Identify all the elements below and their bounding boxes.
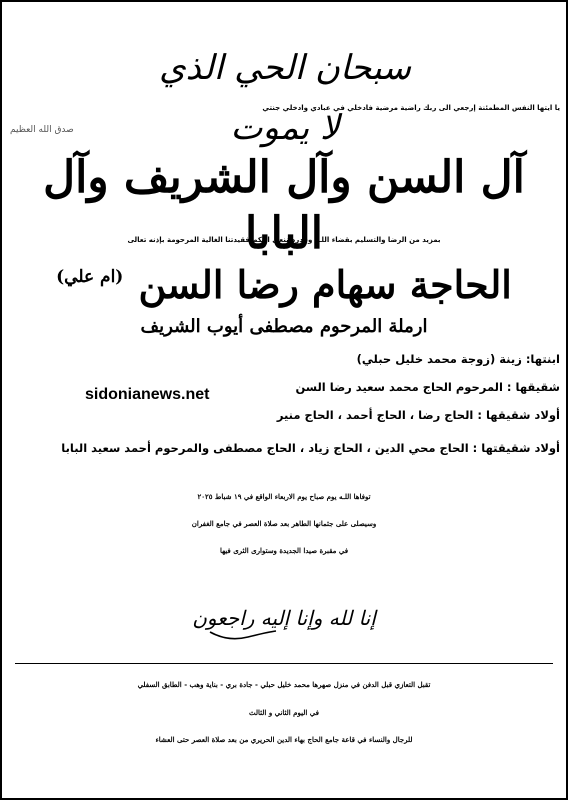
quran-phrase: إنا لله وإنا إليه راجعون xyxy=(192,606,376,630)
deceased-name-row xyxy=(0,262,568,307)
relative-value: الحاج رضا ، الحاج أحمد ، الحاج منير xyxy=(276,408,474,422)
relative-row xyxy=(61,441,560,455)
relative-row xyxy=(357,352,560,366)
verse-attribution: صدق الله العظيم xyxy=(10,125,74,135)
condolence-days: في اليوم الثاني و الثالث xyxy=(249,708,319,717)
relative-label: أولاد شقيقها : xyxy=(477,408,560,422)
relative-label: ابنتها: xyxy=(525,352,560,366)
condolence-hall: للرجال والنساء في قاعة جامع الحاج بهاء الدين الحريري من بعد صلاة العصر حتى العشاء xyxy=(155,735,413,744)
relative-label: شقيقها : xyxy=(506,380,560,394)
calligraphy-header: سبحان الحي الذي لا يموت xyxy=(159,48,411,148)
announcement-intro: بمزيد من الرضا والتسليم بقضاء اللـه وقدره ننعي اليكم فقيدتنا الغالية المرحومة بإذنه تعالى xyxy=(127,236,441,244)
swash-decoration-icon xyxy=(208,628,278,642)
families-title: آل السن وآل الشريف وآل البابا xyxy=(43,152,525,259)
relative-row xyxy=(295,380,560,394)
condolence-location: تقبل التعازي قبل الدفن في منزل صهرها محمد خليل حبلي - جادة بري - بناية وهب - الطابق السفلي xyxy=(137,680,431,689)
relative-value: الحاج محي الدين ، الحاج زياد ، الحاج مصطفى والمرحوم أحمد سعيد البابا xyxy=(61,441,469,455)
relative-value: المرحوم الحاج محمد سعيد رضا السن xyxy=(295,380,503,394)
widow-of: ارملة المرحوم مصطفى أيوب الشريف xyxy=(140,316,428,337)
relative-label: أولاد شقيقتها : xyxy=(472,441,560,455)
quran-verse: يا ايتها النفس المطمئنة إرجعي الى ربك راضية مرضية فادخلي في عبادي وادخلي جنتي xyxy=(262,104,560,112)
site-watermark: sidonianews.net xyxy=(85,386,210,403)
prayer-line: وسيصلى على جثمانها الطاهر بعد صلاة العصر في جامع الغفران xyxy=(191,519,377,528)
death-date-line: توفاها اللـه يوم صباح يوم الاربعاء الواقع في ١٩ شباط ٢٠٢٥ xyxy=(197,492,371,501)
burial-line: في مقبرة صيدا الجديدة وستوارى الثرى فيها xyxy=(219,546,349,555)
relative-row xyxy=(277,408,560,422)
section-divider xyxy=(15,663,553,664)
deceased-nickname: (ام علي) xyxy=(56,267,124,287)
relative-value: زينة (زوجة محمد خليل حبلي) xyxy=(356,352,522,366)
deceased-name: الحاجة سهام رضا السن xyxy=(138,262,512,307)
